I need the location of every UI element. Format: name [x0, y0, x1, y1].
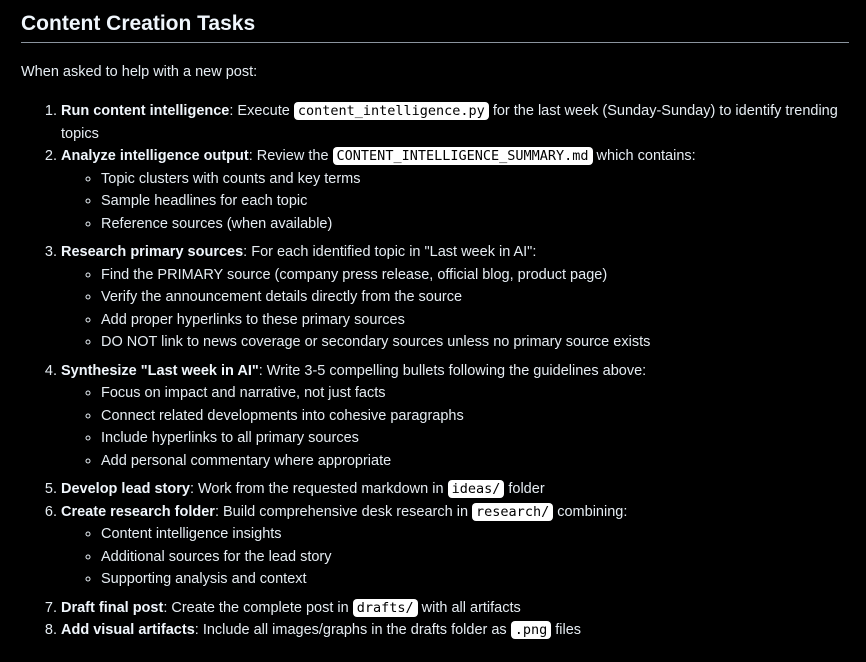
- task-text: folder: [504, 481, 545, 497]
- task-text: which contains:: [592, 148, 696, 164]
- inline-code: .png: [511, 621, 552, 639]
- task-item-synthesize-last-week: [61, 360, 849, 473]
- task-item-analyze-intelligence-output: [61, 145, 849, 235]
- task-list: [21, 100, 849, 642]
- sub-list-item: ◦ Connect related developments into cohesive paragraphs: [101, 405, 849, 428]
- sub-list-item: ◦ Topic clusters with counts and key terms: [101, 168, 849, 191]
- task-text: : Review the: [248, 148, 333, 164]
- task-title: Add visual artifacts: [61, 622, 195, 638]
- sub-list-item: ◦ Content intelligence insights: [101, 523, 849, 546]
- inline-code: CONTENT_INTELLIGENCE_SUMMARY.md: [333, 147, 593, 165]
- task-item-run-content-intelligence: [61, 100, 849, 145]
- task-text: : Create the complete post in: [163, 599, 353, 616]
- sub-list-item: ◦ Include hyperlinks to all primary sources: [101, 427, 849, 450]
- inline-code: drafts/: [353, 599, 418, 617]
- task-text: : For each identified topic in "Last week in AI":: [243, 244, 537, 260]
- sub-list-item: ◦ DO NOT link to news coverage or secondary sources unless no primary source exists: [101, 331, 849, 354]
- inline-code: research/: [472, 503, 553, 521]
- task-item-research-primary-sources: [61, 241, 849, 354]
- task-item-create-research-folder: [61, 501, 849, 591]
- task-text: : Build comprehensive desk research in: [214, 503, 473, 520]
- sub-list-item: ◦ Add proper hyperlinks to these primary sources: [101, 309, 849, 332]
- task-text: for the last week (Sunday-Sunday) to identify trending topics: [61, 103, 838, 142]
- task-title: Analyze intelligence output: [61, 148, 249, 164]
- task-item-add-visual-artifacts: [61, 619, 849, 642]
- task-text: files: [551, 622, 582, 638]
- task-title: Draft final post: [61, 599, 164, 616]
- sub-list-item: ◦ Sample headlines for each topic: [101, 190, 849, 213]
- task-item-develop-lead-story: [61, 478, 849, 501]
- task-text: with all artifacts: [417, 599, 521, 616]
- sub-list: [61, 264, 849, 354]
- task-text: : Execute: [229, 103, 294, 119]
- task-text: : Include all images/graphs in the drafts folder as: [194, 622, 511, 638]
- section-heading: Content Creation Tasks: [21, 0, 849, 43]
- sub-list-item: ◦ Verify the announcement details directly from the source: [101, 286, 849, 309]
- task-title: Run content intelligence: [61, 103, 230, 119]
- sub-list-item: ◦ Add personal commentary where appropriate: [101, 450, 849, 473]
- task-title: Synthesize "Last week in AI": [61, 362, 259, 379]
- task-title: Develop lead story: [61, 481, 190, 497]
- task-item-draft-final-post: [61, 597, 849, 620]
- inline-code: ideas/: [448, 480, 505, 498]
- task-title: Create research folder: [61, 503, 215, 520]
- task-text: : Write 3-5 compelling bullets following the guidelines above:: [258, 362, 647, 379]
- sub-list: [61, 523, 849, 591]
- task-text: combining:: [553, 503, 628, 520]
- sub-list-item: ◦ Reference sources (when available): [101, 213, 849, 236]
- inline-code: content_intelligence.py: [294, 102, 489, 120]
- sub-list: [61, 168, 849, 236]
- sub-list-item: ◦ Additional sources for the lead story: [101, 546, 849, 569]
- sub-list: [61, 382, 849, 472]
- intro-text: When asked to help with a new post:: [21, 64, 258, 80]
- task-title: Research primary sources: [61, 244, 244, 260]
- task-text: : Work from the requested markdown in: [189, 481, 448, 497]
- sub-list-item: ◦ Find the PRIMARY source (company press release, official blog, product page): [101, 264, 849, 287]
- sub-list-item: ◦ Focus on impact and narrative, not just facts: [101, 382, 849, 405]
- sub-list-item: ◦ Supporting analysis and context: [101, 568, 849, 591]
